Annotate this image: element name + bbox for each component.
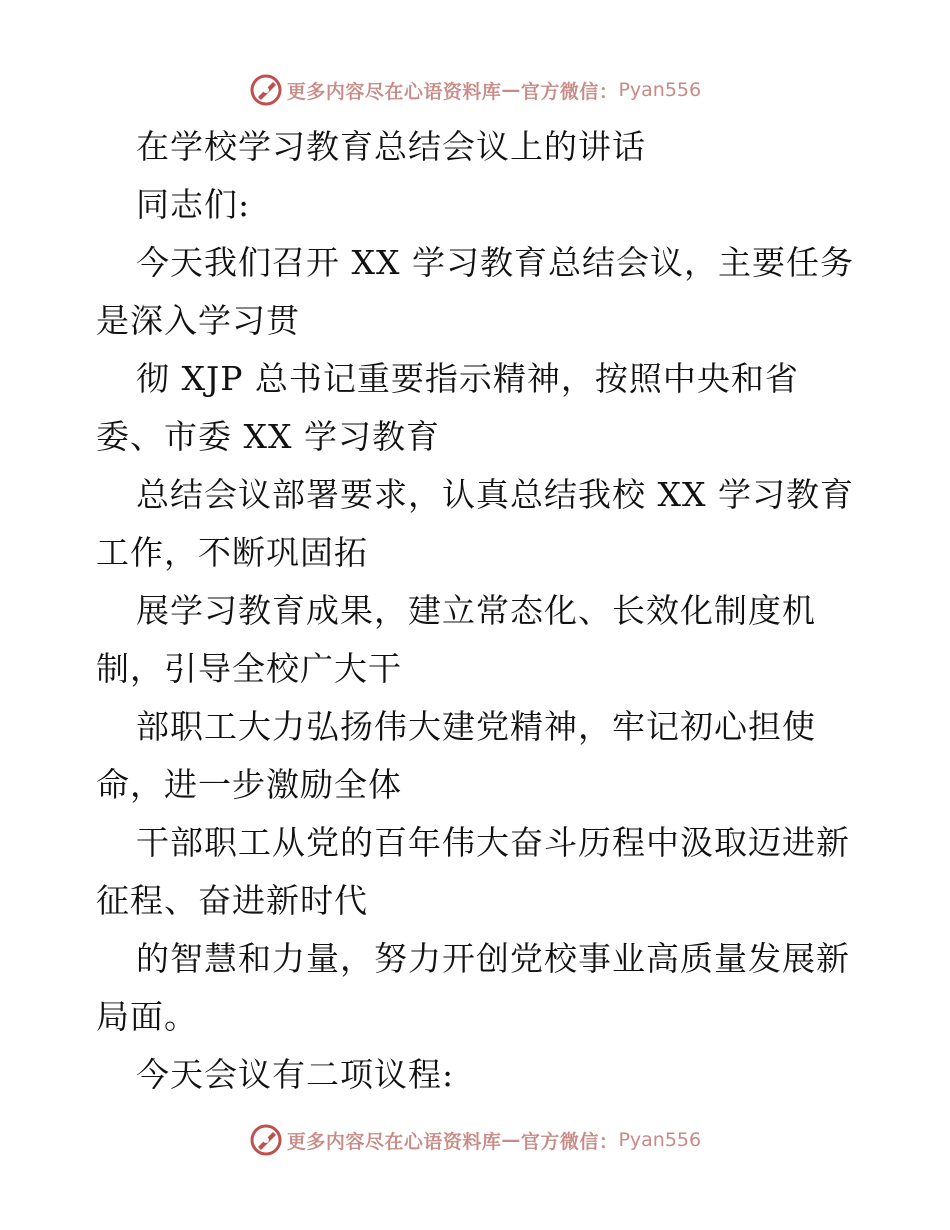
paragraph-line: 干部职工从党的百年伟大奋斗历程中汲取迈进新: [136, 823, 850, 862]
watermark-dash: —: [501, 1129, 521, 1151]
watermark-wechat-label: 官方微信：: [520, 80, 619, 103]
watermark-dash: —: [501, 79, 521, 101]
paragraph-line: 彻 XJP 总书记重要指示精神，按照中央和省: [136, 359, 799, 398]
paragraph-line: 工作，不断巩固拓: [96, 533, 368, 572]
header-watermark: [0, 70, 950, 110]
watermark-site-text: 更多内容尽在心语资料库: [286, 80, 502, 103]
pen-logo-icon: [249, 73, 283, 107]
paragraph-line: 局面。: [96, 997, 198, 1036]
paragraph-line: 征程、奋进新时代: [96, 881, 368, 920]
paragraph-line: 今天我们召开 XX 学习教育总结会议，主要任务: [136, 243, 854, 282]
watermark-wechat-id: Pyan556: [618, 79, 702, 101]
salutation: 同志们:: [136, 185, 251, 224]
agenda-intro: 今天会议有二项议程:: [136, 1055, 455, 1094]
watermark-site-text: 更多内容尽在心语资料库: [286, 1130, 502, 1153]
paragraph-line: 的智慧和力量，努力开创党校事业高质量发展新: [136, 939, 850, 978]
paragraph-line: 展学习教育成果，建立常态化、长效化制度机: [136, 591, 816, 630]
footer-watermark: [0, 1120, 950, 1160]
paragraph-line: 制，引导全校广大干: [96, 649, 402, 688]
paragraph-line: 部职工大力弘扬伟大建党精神，牢记初心担使: [136, 707, 816, 746]
paragraph-line: 是深入学习贯: [96, 301, 300, 340]
watermark-wechat-id: Pyan556: [618, 1129, 702, 1151]
document-body: [96, 118, 866, 1104]
watermark-wechat-label: 官方微信：: [520, 1130, 619, 1153]
paragraph-line: 总结会议部署要求，认真总结我校 XX 学习教育: [136, 475, 854, 514]
document-title: 在学校学习教育总结会议上的讲话: [136, 127, 646, 166]
paragraph-line: 委、市委 XX 学习教育: [96, 417, 440, 456]
paragraph-line: 命，进一步激励全体: [96, 765, 402, 804]
pen-logo-icon: [249, 1123, 283, 1157]
